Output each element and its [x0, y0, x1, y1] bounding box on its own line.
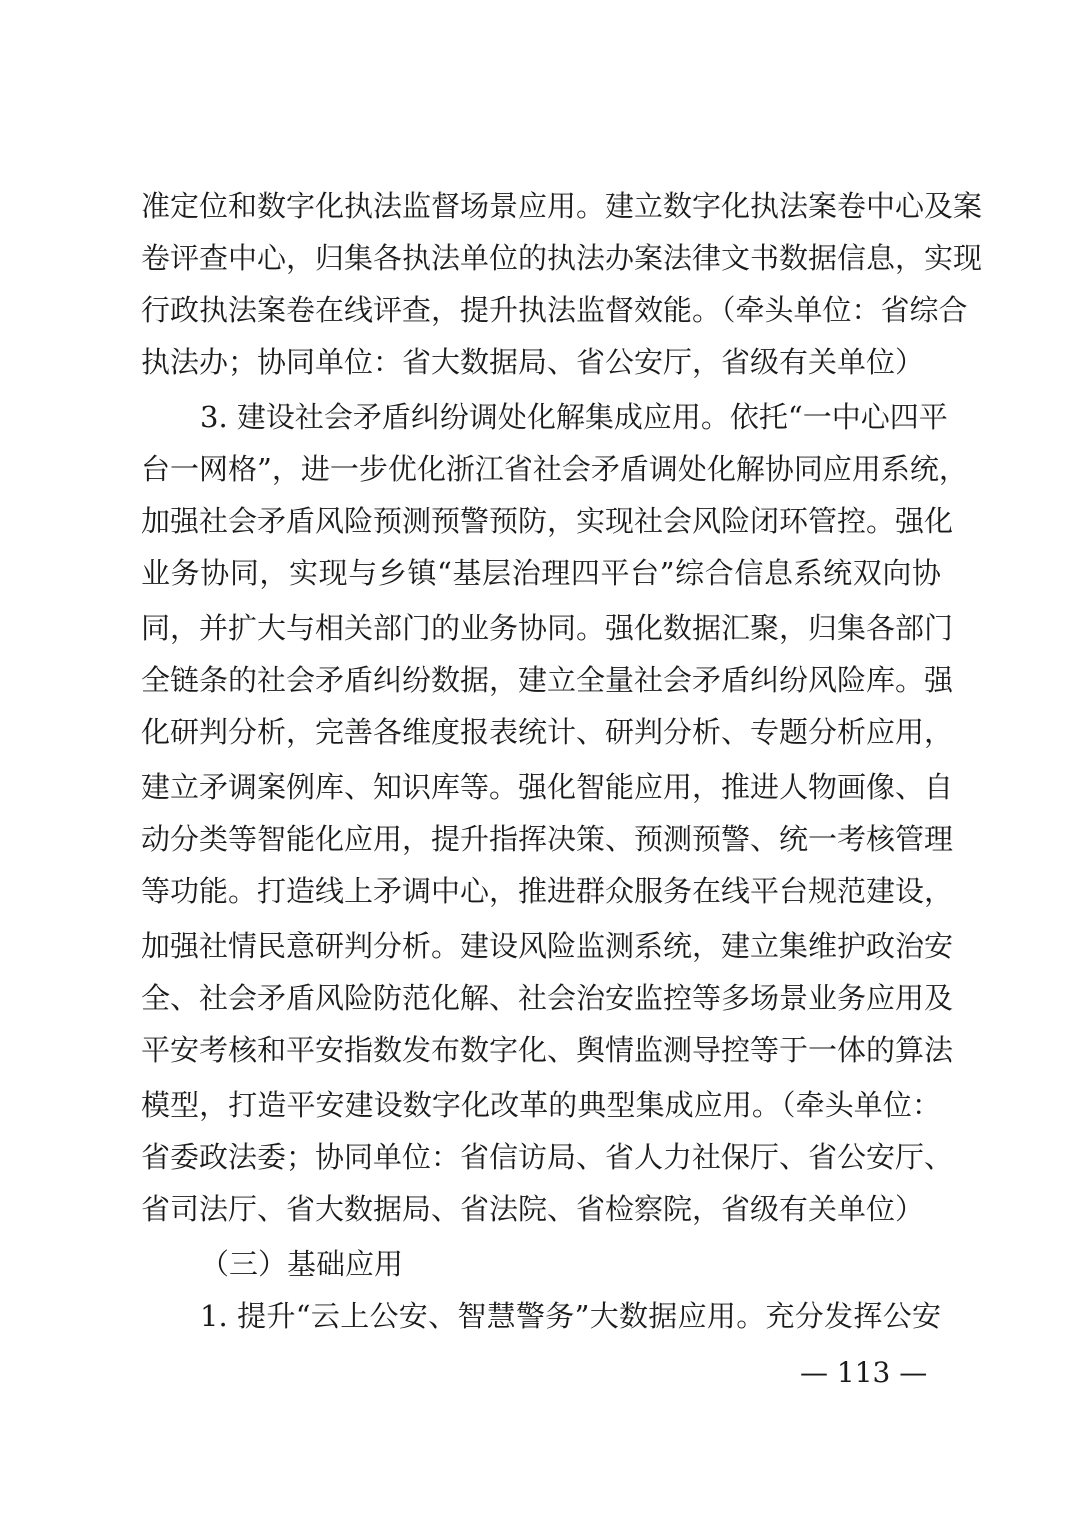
text-line-19: 省委政法委；协同单位：省信访局、省人力社保厅、省公安厅、	[141, 1140, 954, 1174]
section-heading: （三）基础应用	[200, 1247, 404, 1281]
text-line-17: 平安考核和平安指数发布数字化、舆情监测导控等于一体的算法	[141, 1033, 954, 1067]
text-line-1: 准定位和数字化执法监督场景应用。建立数字化执法案卷中心及案	[141, 189, 983, 223]
text-line-7: 加强社会矛盾风险预测预警预防，实现社会风险闭环管控。强化	[141, 504, 954, 538]
text-line-3: 行政执法案卷在线评查，提升执法监督效能。（牵头单位：省综合	[141, 293, 968, 327]
text-line-22: 1. 提升“云上公安、智慧警务”大数据应用。充分发挥公安	[200, 1299, 941, 1333]
text-line-4: 执法办；协同单位：省大数据局、省公安厅，省级有关单位）	[141, 345, 925, 379]
text-line-12: 建立矛调案例库、知识库等。强化智能应用，推进人物画像、自	[141, 770, 954, 804]
text-line-13: 动分类等智能化应用，提升指挥决策、预测预警、统一考核管理	[141, 822, 954, 856]
text-line-5: 3. 建设社会矛盾纠纷调处化解集成应用。依托“一中心四平	[200, 400, 948, 434]
text-line-11: 化研判分析，完善各维度报表统计、研判分析、专题分析应用，	[141, 715, 954, 749]
text-line-6: 台一网格”，进一步优化浙江省社会矛盾调处化解协同应用系统，	[141, 452, 968, 486]
text-line-16: 全、社会矛盾风险防范化解、社会治安监控等多场景业务应用及	[141, 981, 954, 1015]
text-line-9: 同，并扩大与相关部门的业务协同。强化数据汇聚，归集各部门	[141, 611, 954, 645]
text-line-18: 模型，打造平安建设数字化改革的典型集成应用。（牵头单位：	[141, 1088, 941, 1122]
text-line-20: 省司法厅、省大数据局、省法院、省检察院，省级有关单位）	[141, 1192, 925, 1226]
text-line-10: 全链条的社会矛盾纠纷数据，建立全量社会矛盾纠纷风险库。强	[141, 663, 954, 697]
text-line-8: 业务协同，实现与乡镇“基层治理四平台”综合信息系统双向协	[141, 556, 941, 590]
text-line-2: 卷评查中心，归集各执法单位的执法办案法律文书数据信息，实现	[141, 241, 983, 275]
text-line-14: 等功能。打造线上矛调中心，推进群众服务在线平台规范建设，	[141, 874, 954, 908]
text-line-15: 加强社情民意研判分析。建设风险监测系统，建立集维护政治安	[141, 929, 954, 963]
page-number: — 113 —	[800, 1356, 928, 1389]
